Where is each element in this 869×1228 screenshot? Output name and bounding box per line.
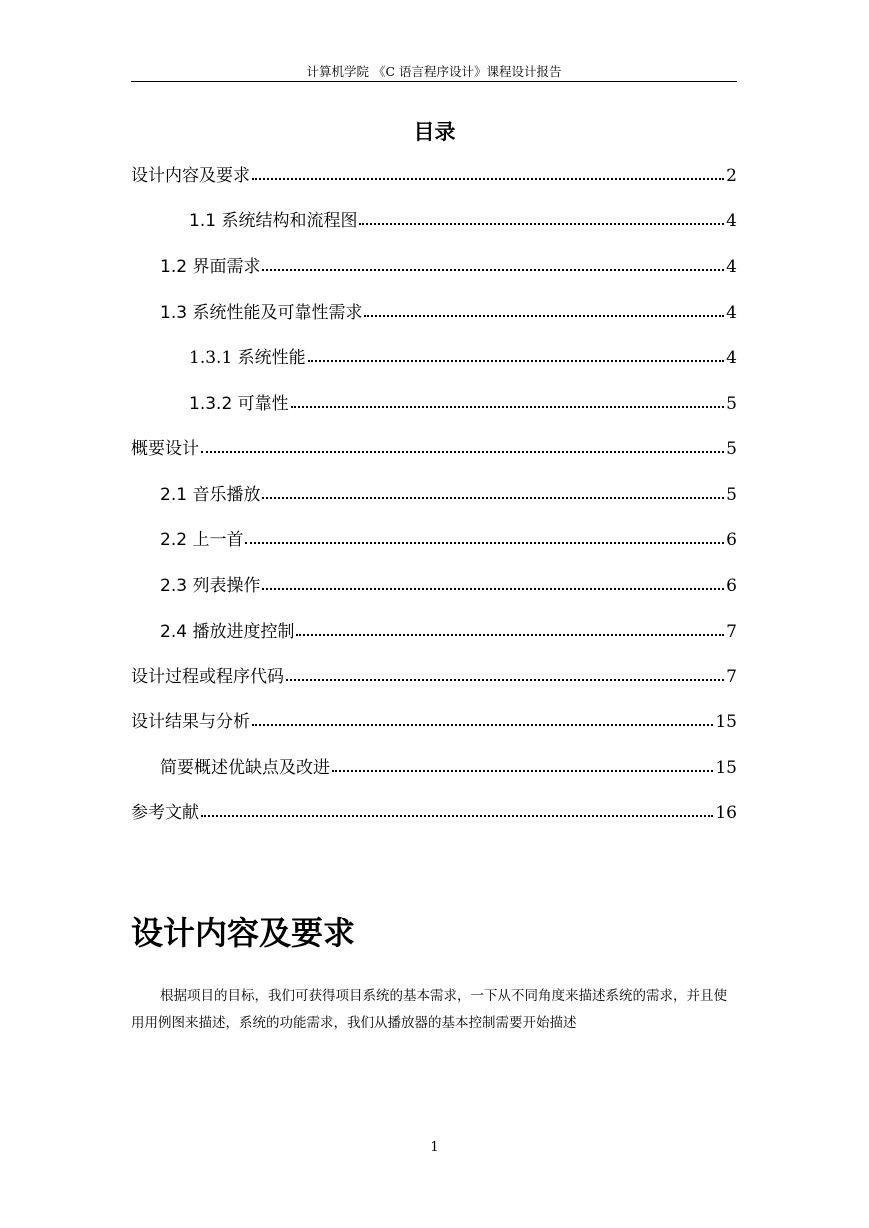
toc-entry-page: 16: [715, 803, 737, 823]
toc-entry-design-results[interactable]: [131, 706, 737, 732]
toc-entry-design-process[interactable]: [131, 661, 737, 687]
toc-entry-2-4[interactable]: [131, 616, 737, 642]
toc-entry-label: 参考文献: [131, 803, 199, 823]
toc-entry-page: 15: [715, 712, 737, 732]
toc-leader-dots: [201, 451, 724, 453]
toc-entry-label: 设计内容及要求: [131, 166, 250, 186]
toc-entry-page: 4: [726, 348, 737, 368]
toc-entry-overview-design[interactable]: [131, 433, 737, 459]
toc-leader-dots: [262, 269, 724, 271]
toc-entry-page: 7: [726, 622, 737, 642]
toc-entry-design-content[interactable]: [131, 160, 737, 186]
toc-entry-page: 7: [726, 667, 737, 687]
toc-entry-label: 1.2 界面需求: [160, 257, 261, 277]
toc-title: 目录: [413, 120, 456, 144]
page-header: 计算机学院 《C 语言程序设计》课程设计报告: [306, 64, 562, 79]
toc-leader-dots: [286, 679, 724, 681]
toc-entry-page: 2: [726, 166, 737, 186]
toc-entry-1-3[interactable]: [131, 297, 737, 323]
toc-leader-dots: [262, 497, 724, 499]
toc-entry-page: 6: [726, 530, 737, 550]
toc-entry-page: 4: [726, 211, 737, 231]
toc-leader-dots: [245, 542, 724, 544]
toc-leader-dots: [332, 770, 713, 772]
toc-entry-page: 4: [726, 257, 737, 277]
toc-leader-dots: [308, 360, 725, 362]
toc-leader-dots: [252, 724, 713, 726]
toc-leader-dots: [291, 406, 725, 408]
toc-entry-1-3-1[interactable]: [131, 342, 737, 368]
toc-entry-label: 2.1 音乐播放: [160, 485, 261, 505]
toc-entry-1-3-2[interactable]: [131, 388, 737, 414]
toc-entry-page: 6: [726, 576, 737, 596]
toc-entry-label: 简要概述优缺点及改进: [160, 758, 330, 778]
toc-leader-dots: [296, 634, 724, 636]
toc-entry-page: 5: [726, 439, 737, 459]
toc-entry-label: 1.1 系统结构和流程图: [189, 211, 358, 231]
toc-entry-label: 设计过程或程序代码: [131, 667, 284, 687]
toc-entry-label: 1.3 系统性能及可靠性需求: [160, 303, 363, 323]
toc-leader-dots: [262, 588, 724, 590]
toc-entry-1-1[interactable]: [131, 205, 737, 231]
page-number: 1: [430, 1140, 439, 1155]
toc-entry-pros-cons[interactable]: [131, 752, 737, 778]
toc-entry-label: 2.3 列表操作: [160, 576, 261, 596]
toc-entry-page: 4: [726, 303, 737, 323]
toc-leader-dots: [359, 223, 724, 225]
toc-entry-page: 5: [726, 485, 737, 505]
toc-entry-page: 15: [715, 758, 737, 778]
toc-entry-label: 设计结果与分析: [131, 712, 250, 732]
toc-entry-page: 5: [726, 394, 737, 414]
toc-entry-label: 2.4 播放进度控制: [160, 622, 295, 642]
section-heading: 设计内容及要求: [131, 914, 356, 952]
toc-entry-2-3[interactable]: [131, 570, 737, 596]
toc-entry-label: 1.3.2 可靠性: [189, 394, 289, 414]
toc-entry-label: 1.3.1 系统性能: [189, 348, 306, 368]
toc-entry-references[interactable]: [131, 797, 737, 823]
toc-leader-dots: [252, 178, 724, 180]
toc-entry-label: 2.2 上一首: [160, 530, 244, 550]
body-paragraph: 根据项目的目标，我们可获得项目系统的基本需求，一下从不同角度来描述系统的需求，并且使用用例图来描述，系统的功能需求，我们从播放器的基本控制需要开始描述: [131, 988, 727, 1031]
toc-leader-dots: [201, 815, 713, 817]
toc-entry-label: 概要设计: [131, 439, 199, 459]
toc-leader-dots: [364, 315, 724, 317]
toc-entry-1-2[interactable]: [131, 251, 737, 277]
toc-entry-2-1[interactable]: [131, 479, 737, 505]
header-rule: [131, 81, 737, 82]
toc-entry-2-2[interactable]: [131, 524, 737, 550]
